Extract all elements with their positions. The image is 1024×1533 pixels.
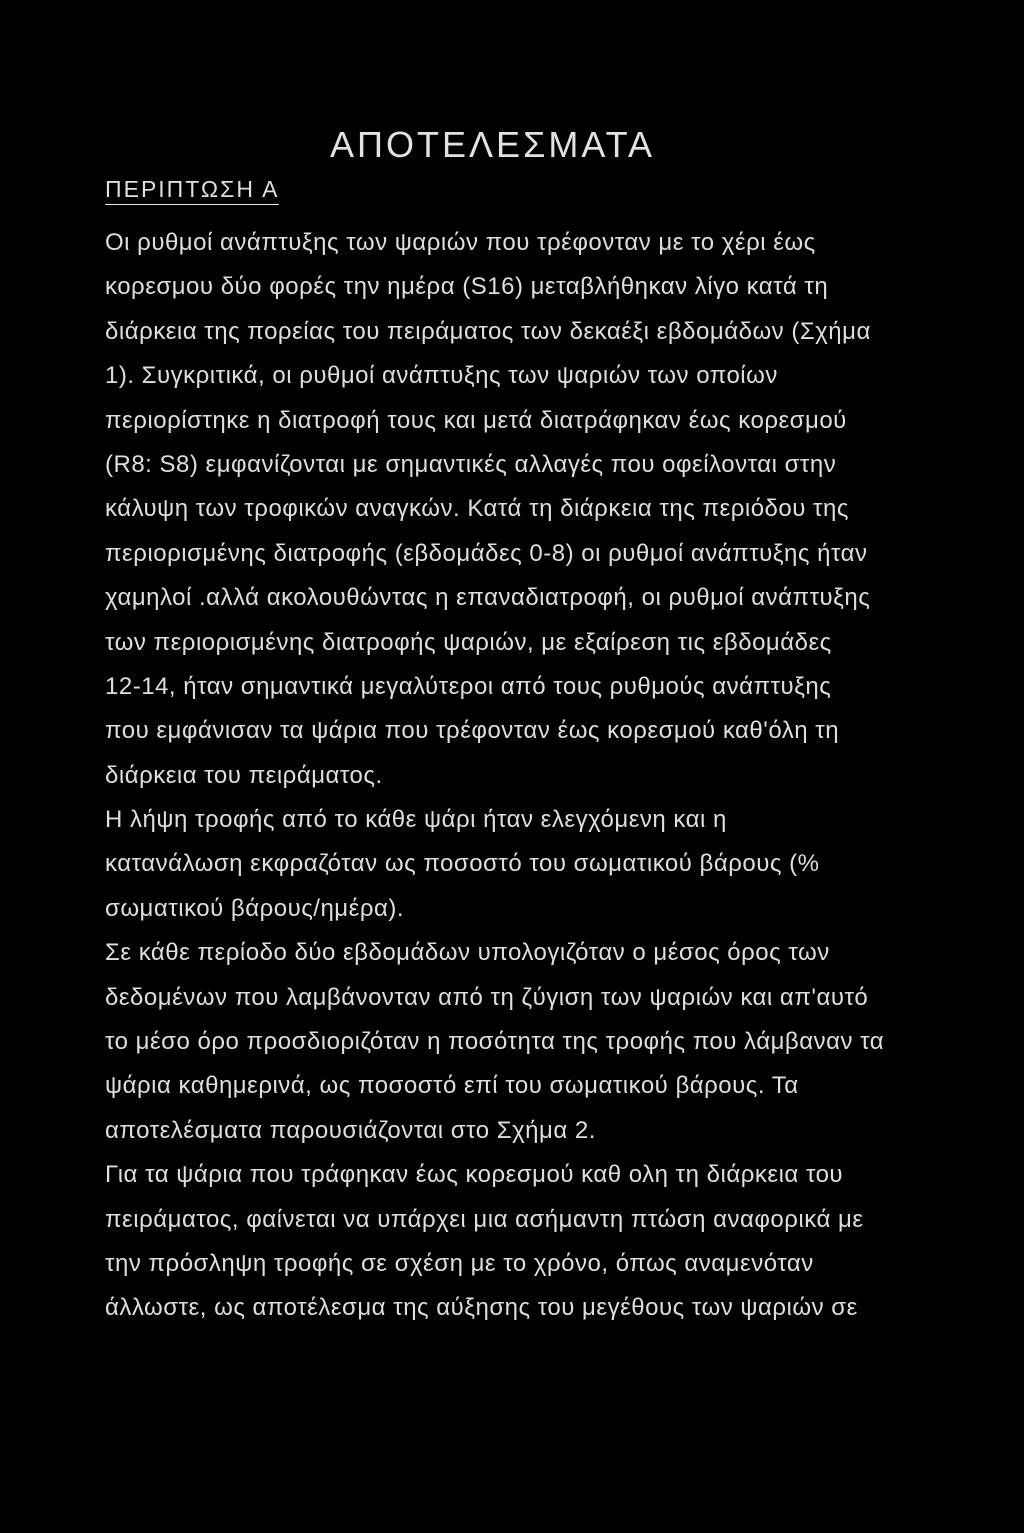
text-line: 1). Συγκριτικά, οι ρυθμοί ανάπτυξης των ψαριών των οποίων [105,362,778,390]
body-text [105,221,985,1331]
text-line: Σε κάθε περίοδο δύο εβδομάδων υπολογιζόταν ο μέσος όρος των [105,939,830,967]
text-line: την πρόσληψη τροφής σε σχέση με το χρόνο, όπως αναμενόταν [105,1249,814,1277]
page-title: ΑΠΟΤΕΛΕΣΜΑΤΑ [330,124,655,165]
text-line: διάρκεια του πειράματος. [105,761,383,789]
text-line: περιορίστηκε η διατροφή τους και μετά διατράφηκαν έως κορεσμού [105,406,847,434]
text-line: δεδομένων που λαμβάνονταν από τη ζύγιση των ψαριών και απ'αυτό [105,983,869,1011]
text-line: αποτελέσματα παρουσιάζονται στο Σχήμα 2. [105,1116,596,1144]
text-line: κάλυψη των τροφικών αναγκών. Κατά τη διάρκεια της περιόδου της [105,495,849,523]
text-line: Οι ρυθμοί ανάπτυξης των ψαριών που τρέφονταν με το χέρι έως [105,229,816,256]
text-line: που εμφάνισαν τα ψάρια που τρέφονταν έως κορεσμού καθ'όλη τη [105,717,840,745]
section-heading: ΠΕΡΙΠΤΩΣΗ Α [105,176,279,205]
paragraph-growth-rates [105,221,985,798]
text-line: Για τα ψάρια που τράφηκαν έως κορεσμού καθ ολη τη διάρκεια του [105,1161,844,1189]
text-line: σωματικού βάρους/ημέρα). [105,894,405,922]
paragraph-food-intake [105,798,985,931]
text-line: ψάρια καθημερινά, ως ποσοστό επί του σωματικού βάρους. Τα [105,1072,799,1100]
text-line: (R8: S8) εμφανίζονται με σημαντικές αλλαγές που οφείλονται στην [105,450,837,478]
text-line: κορεσμου δύο φορές την ημέρα (S16) μεταβλήθηκαν λίγο κατά τη [105,273,829,301]
text-line: άλλωστε, ως αποτέλεσμα της αύξησης του μεγέθους των ψαριών σε [105,1294,858,1322]
text-line: 12-14, ήταν σημαντικά μεγαλύτεροι από τους ρυθμούς ανάπτυξης [105,672,832,700]
text-line: χαμηλοί .αλλά ακολουθώντας η επαναδιατροφή, οι ρυθμοί ανάπτυξης [105,584,871,612]
text-line: κατανάλωση εκφραζόταν ως ποσοστό του σωματικού βάρους (% [105,850,820,878]
text-line: διάρκεια της πορείας του πειράματος των δεκαέξι εβδομάδων (Σχήμα [105,317,871,345]
paragraph-averaging-method [105,931,985,1153]
paragraph-satiation-fed-fish [105,1153,985,1331]
text-line: το μέσο όρο προσδιοριζόταν η ποσότητα της τροφής που λάμβαναν τα [105,1028,885,1056]
text-line: περιορισμένης διατροφής (εβδομάδες 0-8) οι ρυθμοί ανάπτυξης ήταν [105,539,868,567]
text-line: πειράματος, φαίνεται να υπάρχει μια ασήμαντη πτώση αναφορικά με [105,1205,864,1233]
text-line: των περιορισμένης διατροφής ψαριών, με εξαίρεση τις εβδομάδες [105,628,832,656]
text-line: Η λήψη τροφής από το κάθε ψάρι ήταν ελεγχόμενη και η [105,806,727,834]
